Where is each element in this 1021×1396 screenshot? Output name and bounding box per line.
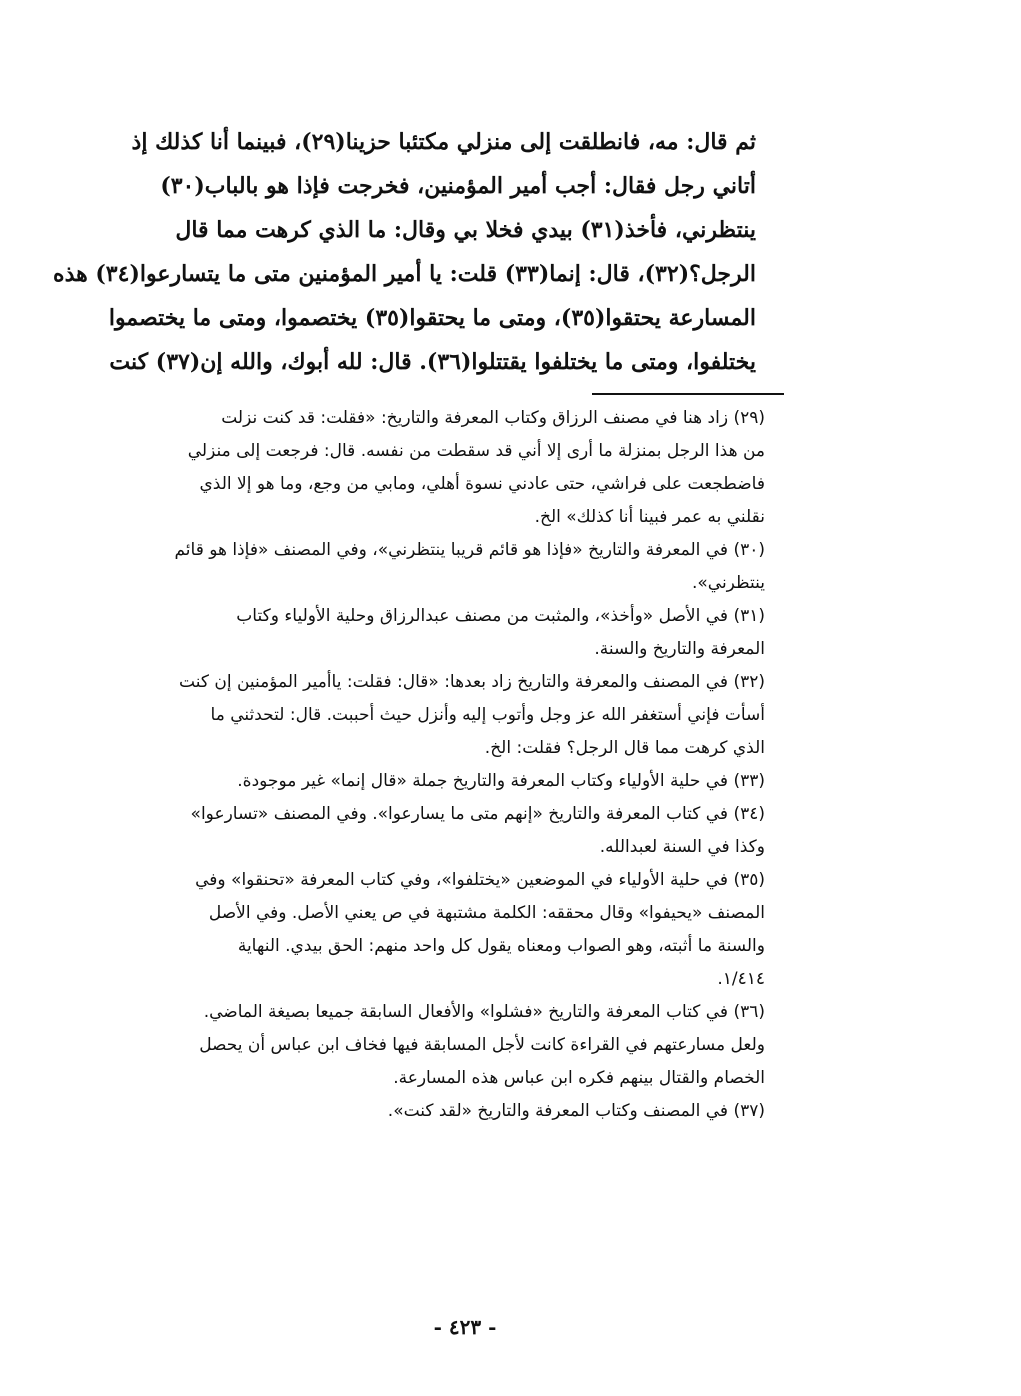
page-number: - ٤٢٣ - [433, 1315, 497, 1339]
footnote-line: من هذا الرجل بمنزلة ما أرى إلا أني قد سقطت من نفسه. قال: فرجعت إلى منزلي [187, 441, 765, 461]
footnote-line: وكذا في السنة لعبدالله. [599, 837, 765, 857]
footnote-line: (٣٧) في المصنف وكتاب المعرفة والتاريخ «لقد كنت». [387, 1101, 765, 1121]
footnote-line: المصنف «يحيفوا» وقال محققه: الكلمة مشتبهة في ص يعني الأصل. وفي الأصل [208, 903, 765, 923]
main-text-line: المسارعة يحتقوا(٣٥)، ومتى ما يحتقوا(٣٥) يختصموا، ومتى ما يختصموا [108, 305, 756, 331]
footnote-line: الذي كرهت مما قال الرجل؟ فقلت: الخ. [484, 738, 765, 758]
footnote-line: نقلني به عمر فبينا أنا كذلك» الخ. [534, 507, 765, 527]
footnote-31 [55, 600, 765, 666]
footnote-divider [592, 393, 784, 395]
footnote-line: (٣٢) في المصنف والمعرفة والتاريخ زاد بعدها: «قال: فقلت: ياأمير المؤمنين إن كنت [179, 672, 765, 692]
footnote-line: فاضطجعت على فراشي، حتى عادني نسوة أهلي، ومابي من وجع، وما هو إلا الذي [199, 474, 765, 494]
footnote-37 [55, 1095, 765, 1128]
footnote-line: والسنة ما أثبته، وهو الصواب ومعناه يقول كل واحد منهم: الحق بيدي. النهاية [237, 936, 765, 956]
main-text-line: ثم قال: مه، فانطلقت إلى منزلي مكتئبا حزينا(٢٩)، فبينما أنا كذلك إذ [131, 129, 756, 155]
footnote-line: ١/٤١٤. [717, 969, 765, 989]
footnote-line: (٣٣) في حلية الأولياء وكتاب المعرفة والتاريخ جملة «قال إنما» غير موجودة. [237, 771, 765, 791]
main-text-line: الرجل؟(٣٢)، قال: إنما(٣٣) قلت: يا أمير المؤمنين متى ما يتسارعوا(٣٤) هذه [53, 261, 756, 287]
footnote-32 [55, 666, 765, 765]
footnote-line: ينتظرني». [691, 573, 765, 593]
footnote-line: المعرفة والتاريخ والسنة. [594, 639, 765, 659]
footnote-line: (٣٦) في كتاب المعرفة والتاريخ «فشلوا» والأفعال السابقة جميعا بصيغة الماضي. [203, 1002, 765, 1022]
footnote-line: (٢٩) زاد هنا في مصنف الرزاق وكتاب المعرفة والتاريخ: «فقلت: قد كنت نزلت [221, 408, 765, 428]
footnote-line: أسأت فإني أستغفر الله عز وجل وأتوب إليه وأنزل حيث أحببت. قال: لتحدثني ما [210, 705, 765, 725]
footnote-line: ولعل مسارعتهم في القراءة كانت لأجل المسابقة فيها فخاف ابن عباس أن يحصل [199, 1035, 765, 1055]
footnote-35 [55, 864, 765, 996]
footnotes [55, 402, 765, 1128]
main-text [53, 120, 756, 384]
footnote-30 [55, 534, 765, 600]
footnote-line: (٣٤) في كتاب المعرفة والتاريخ «إنهم متى ما يسارعوا». وفي المصنف «تسارعوا» [190, 804, 765, 824]
footnote-line: (٣١) في الأصل «وأخذ»، والمثبت من مصنف عبدالرزاق وحلية الأولياء وكتاب [236, 606, 765, 626]
footnote-line: (٣٠) في المعرفة والتاريخ «فإذا هو قائم قريبا ينتظرني»، وفي المصنف «فإذا هو قائم [174, 540, 765, 560]
main-text-line: يختلفوا، ومتى ما يختلفوا يقتتلوا(٣٦). قال: لله أبوك، والله إن(٣٧) كنت [109, 349, 756, 375]
footnote-line: (٣٥) في حلية الأولياء في الموضعين «يختلفوا»، وفي كتاب المعرفة «تحنقوا» وفي [195, 870, 765, 890]
footnote-line: الخصام والقتال بينهم فكره ابن عباس هذه المسارعة. [393, 1068, 765, 1088]
main-text-line: أتاني رجل فقال: أجب أمير المؤمنين، فخرجت فإذا هو بالباب(٣٠) [160, 173, 756, 199]
footnote-34 [55, 798, 765, 864]
footnote-29 [55, 402, 765, 534]
footnote-33 [55, 765, 765, 798]
footnote-36 [55, 996, 765, 1095]
main-text-line: ينتظرني، فأخذ(٣١) بيدي فخلا بي وقال: ما الذي كرهت مما قال [175, 217, 756, 243]
